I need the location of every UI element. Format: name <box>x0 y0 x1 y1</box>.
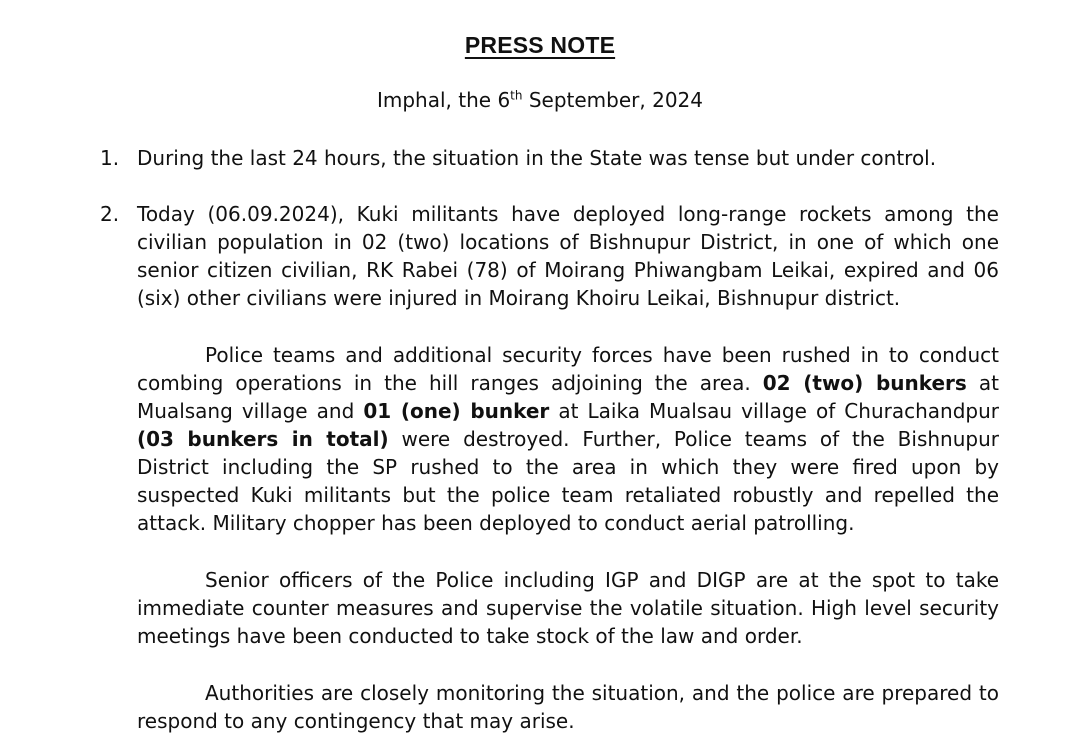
paragraph-authorities: Authorities are closely monitoring the situation, and the police are prepared to respond to any contingency that may arise. <box>137 681 999 733</box>
paragraph-text: at Mualsang village and <box>137 371 999 423</box>
dateline <box>0 88 1080 112</box>
point-number: 1. <box>100 146 120 170</box>
bold-text: 01 (one) bunker <box>363 399 550 423</box>
paragraph-police-operations <box>137 341 999 537</box>
point-text: Today (06.09.2024), Kuki militants have deployed long-range rockets among the civilian population in 02 (two) locations of Bishnupur District, in one of which one senior citizen civilian, RK Rabei (78) of Moirang Phiwangbam Leikai, expired and 06 (six) other civilians were injured in Moirang Khoiru Leikai, Bishnupur district. <box>137 202 999 310</box>
bold-text: 02 (two) bunkers <box>762 371 967 395</box>
dateline-ordinal-suffix: th <box>510 88 523 103</box>
point-number: 2. <box>100 202 120 226</box>
paragraph-senior-officers: Senior officers of the Police including IGP and DIGP are at the spot to take immediate counter measures and supervise the volatile situation. High level security meetings have been conducted to take stock of the law and order. <box>137 568 999 648</box>
point-text: During the last 24 hours, the situation in the State was tense but under control. <box>137 146 937 170</box>
dateline-rest: September, 2024 <box>522 88 704 112</box>
page-title: PRESS NOTE <box>464 32 616 58</box>
dateline-prefix: Imphal, the 6 <box>376 88 511 112</box>
paragraph-text: Police teams and additional security forces have been rushed in to conduct combing operations in the hill ranges adjoining the area. <box>137 343 999 395</box>
paragraph-text: at Laika Mualsau village of Churachandpur <box>549 399 999 423</box>
paragraph-text: were destroyed. Further, Police teams of the Bishnupur District including the SP rushed to the area in which they were fired upon by suspected Kuki militants but the police team retaliated robustly and repelled the attack. Military chopper has been deployed to conduct aerial patrolling. <box>137 427 999 535</box>
bold-text: (03 bunkers in total) <box>137 427 389 451</box>
